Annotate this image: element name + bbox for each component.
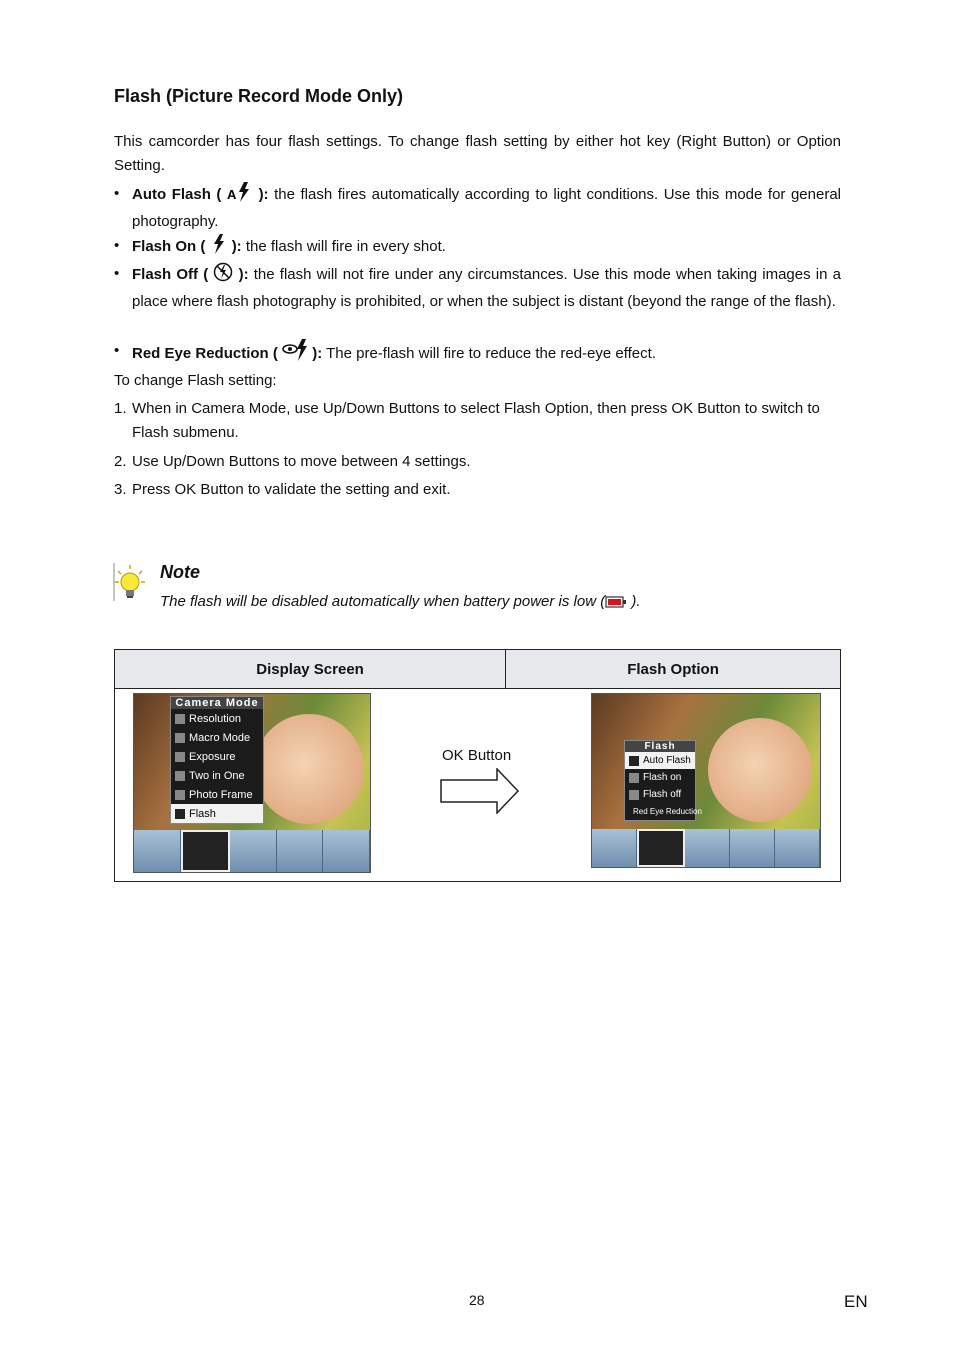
bullet-text: the flash fires automatically according to light conditions. Use this mode for general photography.: [132, 186, 842, 230]
bullet-dot: •: [114, 342, 120, 359]
header-flash-option: Flash Option: [506, 650, 841, 689]
step-number: 1.: [114, 400, 127, 417]
bullet-text: the flash will fire in every shot.: [241, 238, 446, 255]
bullet-close: ):: [258, 186, 269, 203]
mode-dock: [592, 829, 820, 867]
menu-item-two-in-one[interactable]: [171, 766, 263, 785]
flash-option-screenshot: [591, 693, 821, 868]
palette-icon[interactable]: [277, 830, 324, 872]
menu-item-macro-mode[interactable]: [171, 728, 263, 747]
menu-item-label: Two in One: [189, 769, 245, 782]
exposure-icon: [175, 752, 185, 762]
section-title: Flash (Picture Record Mode Only): [114, 86, 404, 106]
flash-off-icon: [629, 790, 639, 800]
header-display-screen: Display Screen: [115, 650, 506, 689]
child-face: [254, 714, 364, 824]
bullet-flash-off: [114, 262, 841, 334]
low-battery-icon: [605, 595, 627, 613]
auto-flash-icon: [629, 756, 639, 766]
menu-item-flash-off[interactable]: [625, 786, 695, 803]
flash-menu: [624, 740, 702, 821]
tools-icon[interactable]: [775, 829, 820, 867]
step-number: 3.: [114, 481, 127, 498]
menu-item-label: Photo Frame: [189, 788, 253, 801]
bullet-label: Auto Flash (: [132, 186, 222, 203]
menu-item-photo-frame[interactable]: [171, 785, 263, 804]
bullet-close: ):: [312, 345, 323, 362]
change-intro: To change Flash setting:: [114, 372, 277, 389]
bullet-text: The pre-flash will fire to reduce the red-eye effect.: [322, 345, 656, 362]
ok-button-label: OK Button: [442, 747, 512, 764]
menu-item-label: Resolution: [189, 712, 241, 725]
bullet-dot: •: [114, 265, 120, 282]
menu-title: Flash: [625, 741, 695, 752]
tools-icon[interactable]: [323, 830, 370, 872]
bullet-text: the flash will not fire under any circumstances. Use this mode when taking images in a place where flash photography is prohibited, or when the subject is distant (beyond the range of the flash).: [132, 266, 841, 310]
menu-item-resolution[interactable]: [171, 709, 263, 728]
step-3: [114, 478, 841, 502]
note-text: [160, 593, 641, 613]
intro-paragraph: This camcorder has four flash settings. To change flash setting by either hot key (Right Button) or Option Setting.: [114, 133, 841, 174]
photo-frame-icon: [175, 790, 185, 800]
bullet-label: Red Eye Reduction (: [132, 345, 278, 362]
movie-icon[interactable]: [592, 829, 637, 867]
note-text-after: ).: [627, 593, 641, 610]
flash-icon: [175, 809, 185, 819]
flash-on-icon: [210, 234, 228, 262]
step-1: [114, 397, 841, 445]
step-text: Use Up/Down Buttons to move between 4 settings.: [132, 453, 471, 470]
menu-item-label: Auto Flash: [643, 755, 691, 766]
camera-icon[interactable]: [181, 830, 231, 872]
flash-on-icon: [629, 773, 639, 783]
bullet-auto-flash: [114, 182, 841, 230]
red-eye-icon: [282, 339, 308, 369]
lightbulb-icon: [112, 563, 148, 606]
bullet-close: ):: [238, 266, 249, 283]
menu-item-auto-flash[interactable]: [625, 752, 695, 769]
auto-flash-icon: [227, 182, 253, 210]
bullet-red-eye: [114, 339, 841, 363]
bullet-dot: •: [114, 185, 120, 202]
resolution-icon: [175, 714, 185, 724]
page-number: 28: [469, 1292, 485, 1308]
two-in-one-icon: [175, 771, 185, 781]
bullet-flash-on: [114, 234, 841, 258]
menu-item-label: Macro Mode: [189, 731, 251, 744]
child-face: [708, 718, 812, 822]
menu-item-exposure[interactable]: [171, 747, 263, 766]
camera-mode-menu: [170, 696, 264, 824]
menu-title: Camera Mode: [171, 697, 263, 709]
camera-mode-screenshot: [133, 693, 371, 873]
menu-item-flash-on[interactable]: [625, 769, 695, 786]
menu-item-flash[interactable]: [171, 804, 263, 823]
menu-item-label: Flash on: [643, 772, 682, 783]
menu-item-label: Red Eye Reduction: [633, 807, 702, 816]
bullet-close: ):: [231, 238, 242, 255]
note-title: Note: [160, 562, 200, 582]
webcam-icon[interactable]: [230, 830, 277, 872]
step-text: When in Camera Mode, use Up/Down Buttons to select Flash Option, then press OK Button to switch to Flash submenu.: [132, 400, 820, 441]
mode-dock: [134, 830, 370, 872]
svg-text:A: A: [227, 187, 237, 202]
step-number: 2.: [114, 453, 127, 470]
webcam-icon[interactable]: [685, 829, 730, 867]
movie-icon[interactable]: [134, 830, 181, 872]
palette-icon[interactable]: [730, 829, 775, 867]
menu-item-label: Flash off: [643, 789, 682, 800]
language-tag: EN: [844, 1292, 868, 1311]
right-arrow-icon: [440, 768, 520, 819]
step-text: Press OK Button to validate the setting and exit.: [132, 481, 451, 498]
menu-item-label: Exposure: [189, 750, 236, 763]
macro-icon: [175, 733, 185, 743]
menu-item-red-eye-reduction[interactable]: [625, 803, 702, 820]
camera-icon[interactable]: [637, 829, 685, 867]
flash-off-icon: [213, 262, 233, 290]
bullet-dot: •: [114, 237, 120, 254]
step-2: [114, 450, 841, 474]
bullet-label: Flash Off (: [132, 266, 209, 283]
bullet-label: Flash On (: [132, 238, 206, 255]
note-text-before: The flash will be disabled automatically when battery power is low (: [160, 593, 606, 610]
menu-item-label: Flash: [189, 807, 216, 820]
